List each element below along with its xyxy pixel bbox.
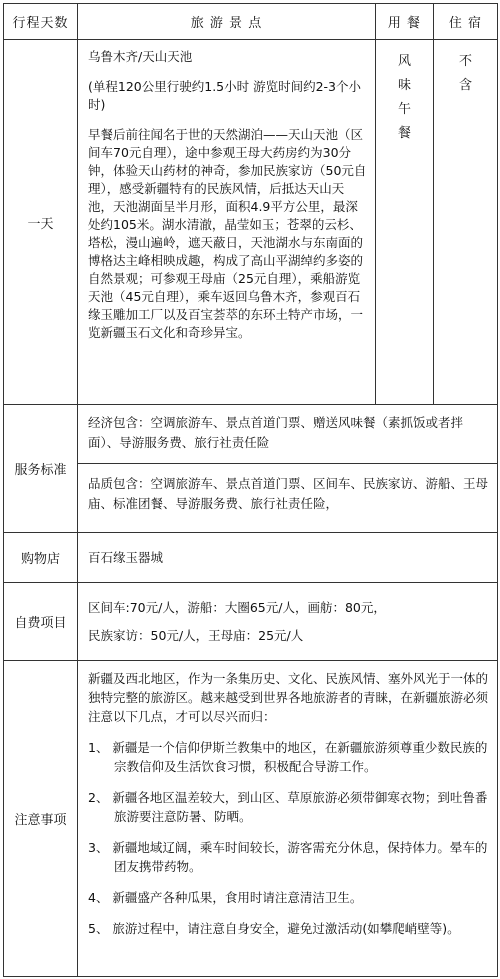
- itinerary-table: [3, 3, 498, 977]
- header-days: 行程天数: [4, 4, 78, 40]
- day1-lodging: 不 含: [434, 40, 498, 405]
- shopping-label: 购物店: [4, 533, 78, 583]
- header-lodging: 住 宿: [434, 4, 498, 40]
- notes-item: 3、 新疆地域辽阔，乘车时间较长，游客需充分休息，保持体力。晕车的团友携带药物。: [88, 840, 488, 874]
- day1-meals: 风 味 午 餐: [376, 40, 434, 405]
- header-meals: 用 餐: [376, 4, 434, 40]
- notes-item: 5、 旅游过程中，请注意自身安全，避免过激活动(如攀爬峭壁等)。: [88, 921, 460, 936]
- optional-label: 自费项目: [4, 583, 78, 661]
- day1-distance: (单程120公里行驶约1.5小时 游览时间约2-3个小时): [88, 79, 362, 112]
- day1-content: [78, 40, 376, 405]
- notes-item: 2、 新疆各地区温差较大，到山区、草原旅游必须带御寒衣物；到吐鲁番旅游要注意防暑、防晒。: [88, 790, 488, 824]
- header-row: [4, 4, 498, 40]
- day1-title: 乌鲁木齐/天山天池: [88, 49, 193, 64]
- service-quality: 品质包含：空调旅游车、景点首道门票、区间车、民族家访、游船、王母庙、标准团餐、导游服务费、旅行社责任险，: [78, 463, 497, 514]
- optional-content: [78, 583, 498, 661]
- shopping-value: 百石缘玉器城: [78, 533, 498, 583]
- notes-content: [78, 661, 498, 977]
- service-economy: 经济包含：空调旅游车、景点首道门票、赠送风味餐（素抓饭或者拌面）、导游服务费、旅行社责任险: [88, 415, 464, 450]
- day1-label: 一天: [4, 40, 78, 405]
- optional-row: [4, 583, 498, 661]
- day1-description: 早餐后前往闻名于世的天然湖泊——天山天池（区间车70元自理），途中参观王母大药房约为30分钟，体验天山药材的神奇，参加民族家访（50元自理），感受新疆特有的民族风情，后抵达天山天池，天池湖面呈半月形，面积4.9平方公里，最深处约105米。湖水清澈，晶莹如玉；苍翠的云杉、塔松，漫山遍岭，遮天蔽日，天池湖水与东南面的博格达主峰相映成趣，构成了高山平湖绰约多姿的自然景观；可参观王母庙（25元自理），乘船游览天池（45元自理），乘车返回乌鲁木齐，参观百石缘玉雕加工厂以及百宝荟萃的东环土特产市场，一览新疆玉石文化和奇珍异宝。: [88, 127, 367, 340]
- shopping-row: [4, 533, 498, 583]
- day1-row: [4, 40, 498, 405]
- notes-row: [4, 661, 498, 977]
- service-label: 服务标准: [4, 405, 78, 533]
- service-content: [78, 405, 498, 533]
- service-row: [4, 405, 498, 533]
- header-scenic-spots: 旅 游 景 点: [78, 4, 376, 40]
- notes-intro: 新疆及西北地区，作为一条集历史、文化、民族风情、塞外风光于一体的独特完整的旅游区。越来越受到世界各地旅游者的青睐，在新疆旅游必须注意以下几点，才可以尽兴而归：: [88, 671, 489, 724]
- notes-label: 注意事项: [4, 661, 78, 977]
- notes-item: 4、 新疆盛产各种瓜果，食用时请注意清洁卫生。: [88, 890, 363, 905]
- optional-line2: 民族家访：50元/人，王母庙：25元/人: [88, 627, 304, 643]
- notes-item: 1、 新疆是一个信仰伊斯兰教集中的地区，在新疆旅游须尊重少数民族的宗教信仰及生活饮食习惯，积极配合导游工作。: [88, 740, 488, 774]
- optional-line1: 区间车:70元/人，游船：大圈65元/人，画舫：80元，: [88, 599, 386, 615]
